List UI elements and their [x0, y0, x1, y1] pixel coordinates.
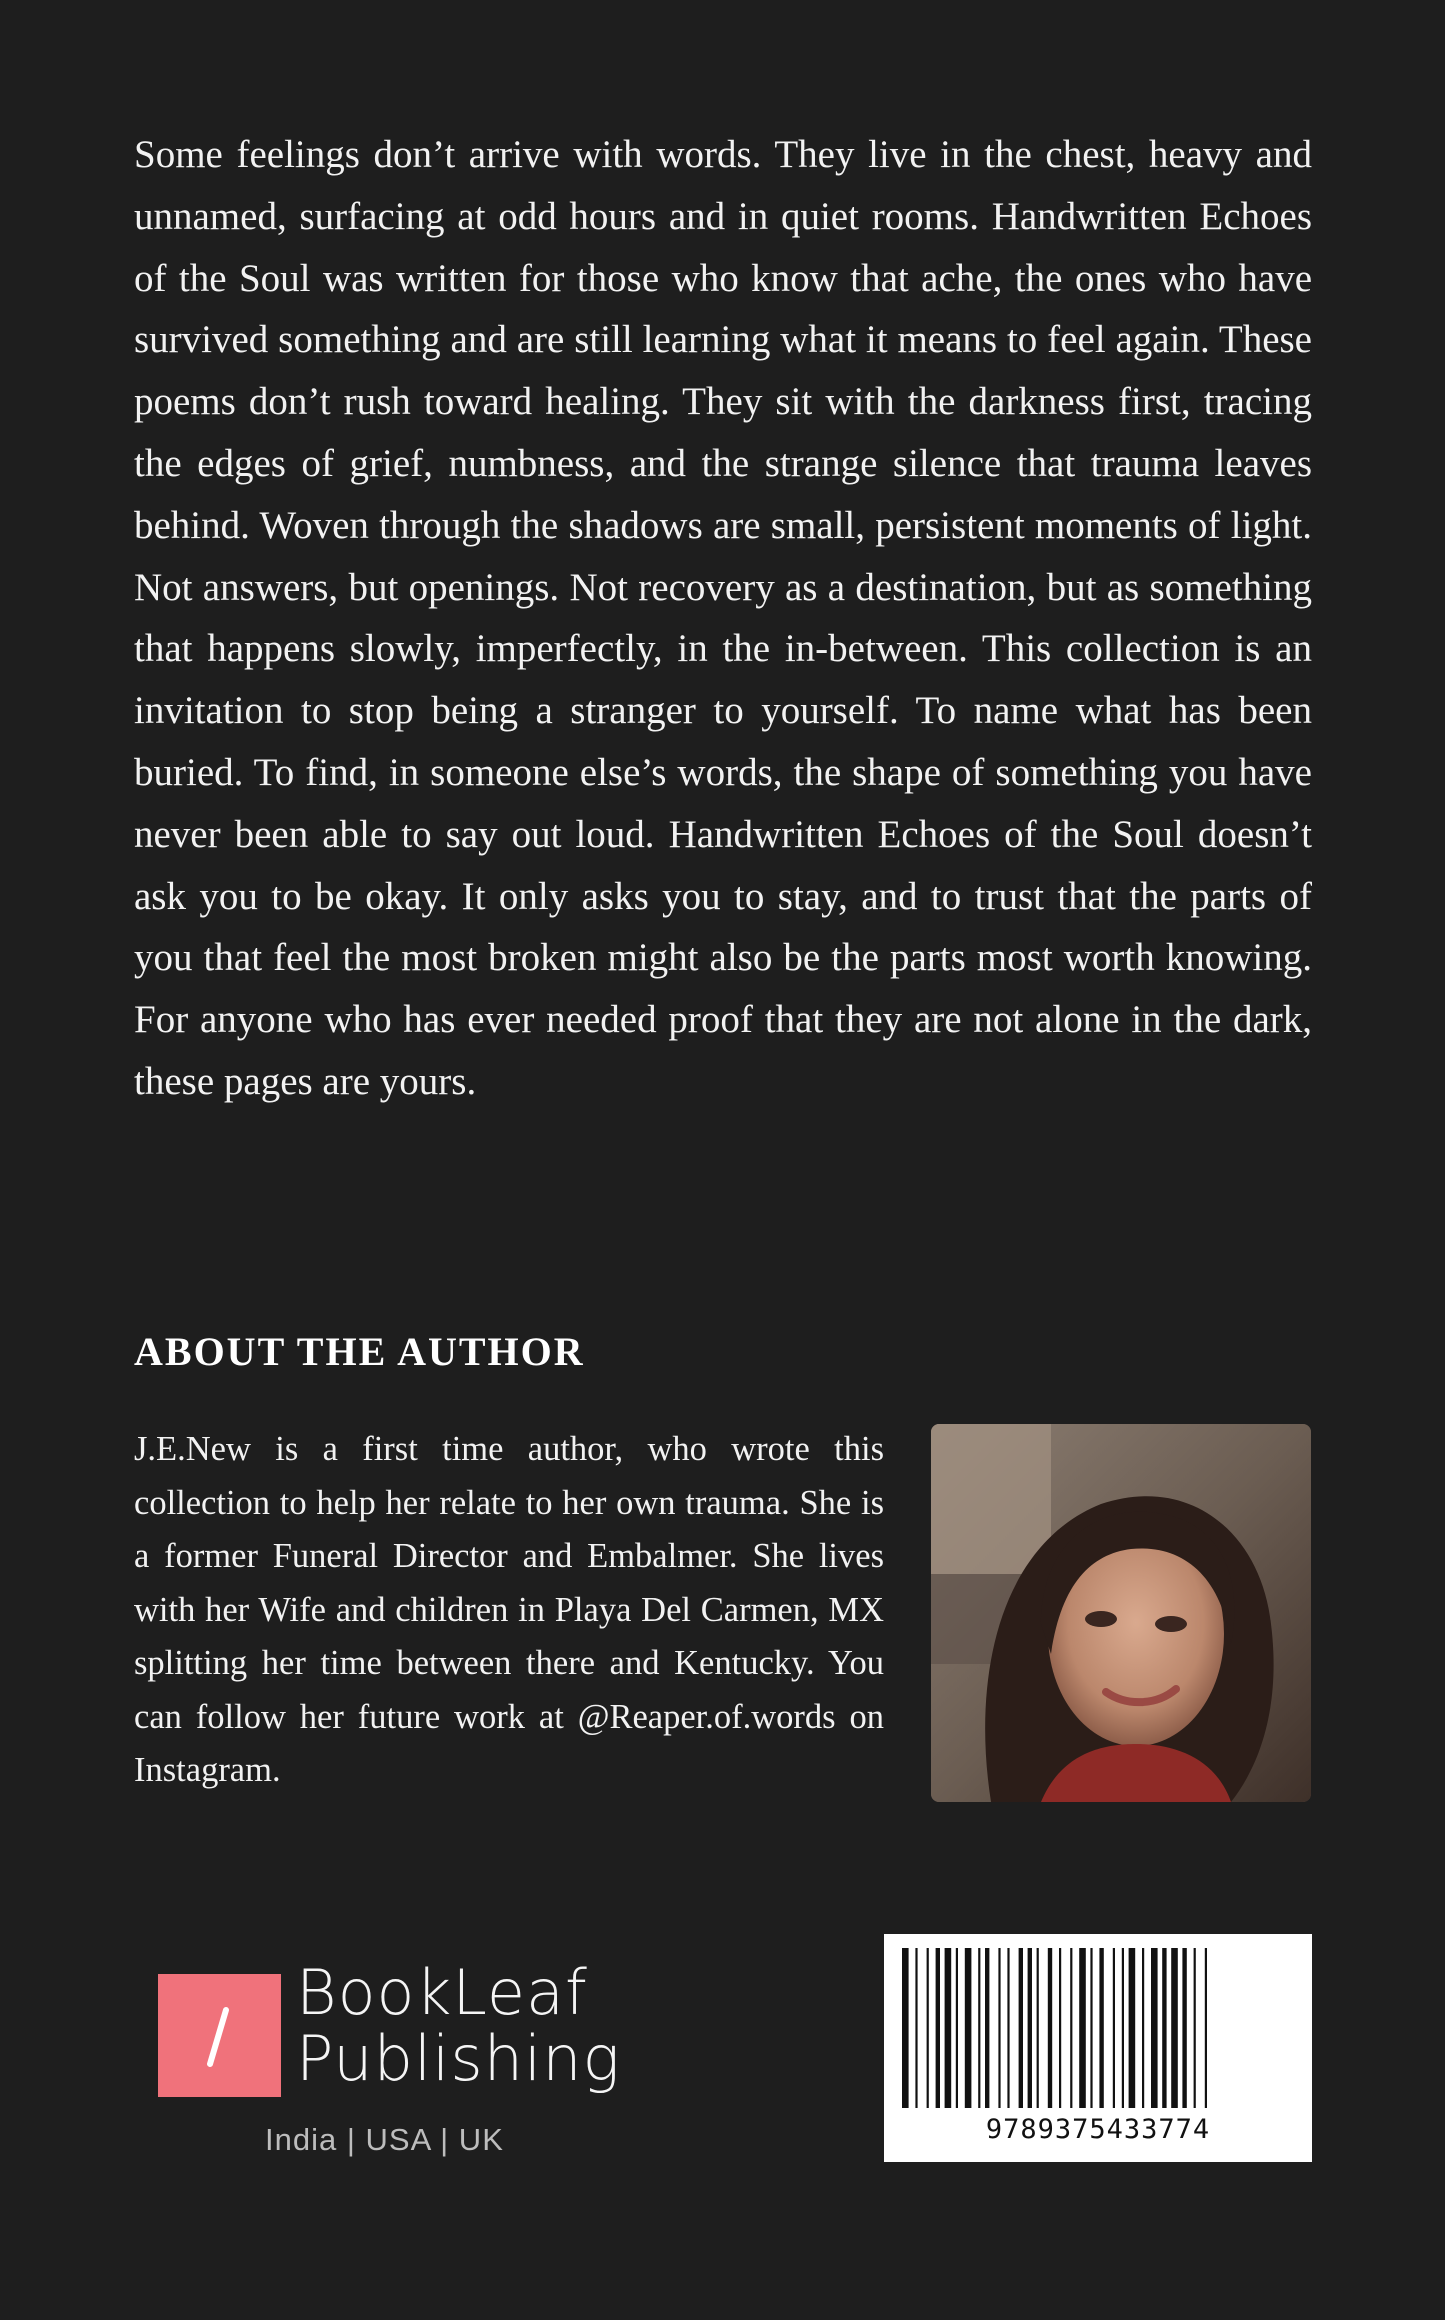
- barcode-bar: [1070, 1948, 1072, 2108]
- barcode-bar: [1122, 1948, 1124, 2108]
- barcode-bar: [1162, 1948, 1166, 2108]
- barcode-bar: [965, 1948, 972, 2108]
- publisher-name: [296, 1956, 621, 2095]
- barcode-bar: [936, 1948, 940, 2108]
- barcode-bar: [1028, 1948, 1032, 2108]
- barcode-bar: [1129, 1948, 1136, 2108]
- barcode-bar: [1019, 1948, 1023, 2108]
- barcode-bar: [902, 1948, 909, 2108]
- barcode-bar: [998, 1948, 1000, 2108]
- barcode-bar: [1182, 1948, 1186, 2108]
- barcode-bar: [1037, 1948, 1039, 2108]
- isbn-barcode: [884, 1934, 1312, 2162]
- publisher-logo: [158, 1956, 621, 2160]
- barcode-bar: [1113, 1948, 1115, 2108]
- about-author-text: J.E.New is a first time author, who wrote this collection to help her relate to her own trauma. She is a former Funeral Director and Embalmer. She lives with her Wife and children in Playa Del Carmen, MX splitting her time between there and Kentucky. You can follow her future work at @Reaper.of.words on Instagram.: [134, 1430, 884, 1789]
- publisher-name-line2: Publishing: [296, 2022, 621, 2095]
- isbn-number: 9789375433774: [985, 2114, 1211, 2145]
- barcode-bar: [1205, 1948, 1207, 2108]
- barcode-bar: [1007, 1948, 1009, 2108]
- publisher-name-line1: BookLeaf: [296, 1956, 588, 2029]
- barcode-bar: [1090, 1948, 1092, 2108]
- barcode-bar: [1059, 1948, 1061, 2108]
- barcode-bar: [1171, 1948, 1178, 2108]
- barcode-bar: [1079, 1948, 1086, 2108]
- barcode-bar: [985, 1948, 989, 2108]
- barcode-bar: [1142, 1948, 1144, 2108]
- author-photo: [931, 1424, 1311, 1802]
- barcode-bar: [1151, 1948, 1158, 2108]
- barcode-bar: [956, 1948, 958, 2108]
- about-author-heading: ABOUT THE AUTHOR: [134, 1329, 585, 1374]
- barcode-bar: [1099, 1948, 1103, 2108]
- barcode-bars: [884, 1934, 1312, 2114]
- publisher-regions: India | USA | UK: [265, 2122, 504, 2157]
- back-cover-blurb: Some feelings don’t arrive with words. They live in the chest, heavy and unnamed, surfacing at odd hours and in quiet rooms. Handwritten Echoes of the Soul was written for those who know that ache, the ones who have survived something and are still learning what it means to feel again. These poems don’t rush toward healing. They sit with the darkness first, tracing the edges of grief, numbness, and the strange silence that trauma leaves behind. Woven through the shadows are small, persistent moments of light. Not answers, but openings. Not recovery as a destination, but as something that happens slowly, imperfectly, in the in-between. This collection is an invitation to stop being a stranger to yourself. To name what has been buried. To find, in someone else’s words, the shape of something you have never been able to say out loud. Handwritten Echoes of the Soul doesn’t ask you to be okay. It only asks you to stay, and to trust that the parts of you that feel the most broken might also be the parts most worth knowing. For anyone who has ever needed proof that they are not alone in the dark, these pages are yours.: [134, 133, 1312, 1103]
- barcode-bar: [1048, 1948, 1052, 2108]
- barcode-bar: [945, 1948, 952, 2108]
- slash-icon: [158, 1974, 281, 2097]
- barcode-bar: [927, 1948, 929, 2108]
- barcode-bar: [915, 1948, 917, 2108]
- barcode-bar: [1194, 1948, 1196, 2108]
- barcode-bar: [978, 1948, 980, 2108]
